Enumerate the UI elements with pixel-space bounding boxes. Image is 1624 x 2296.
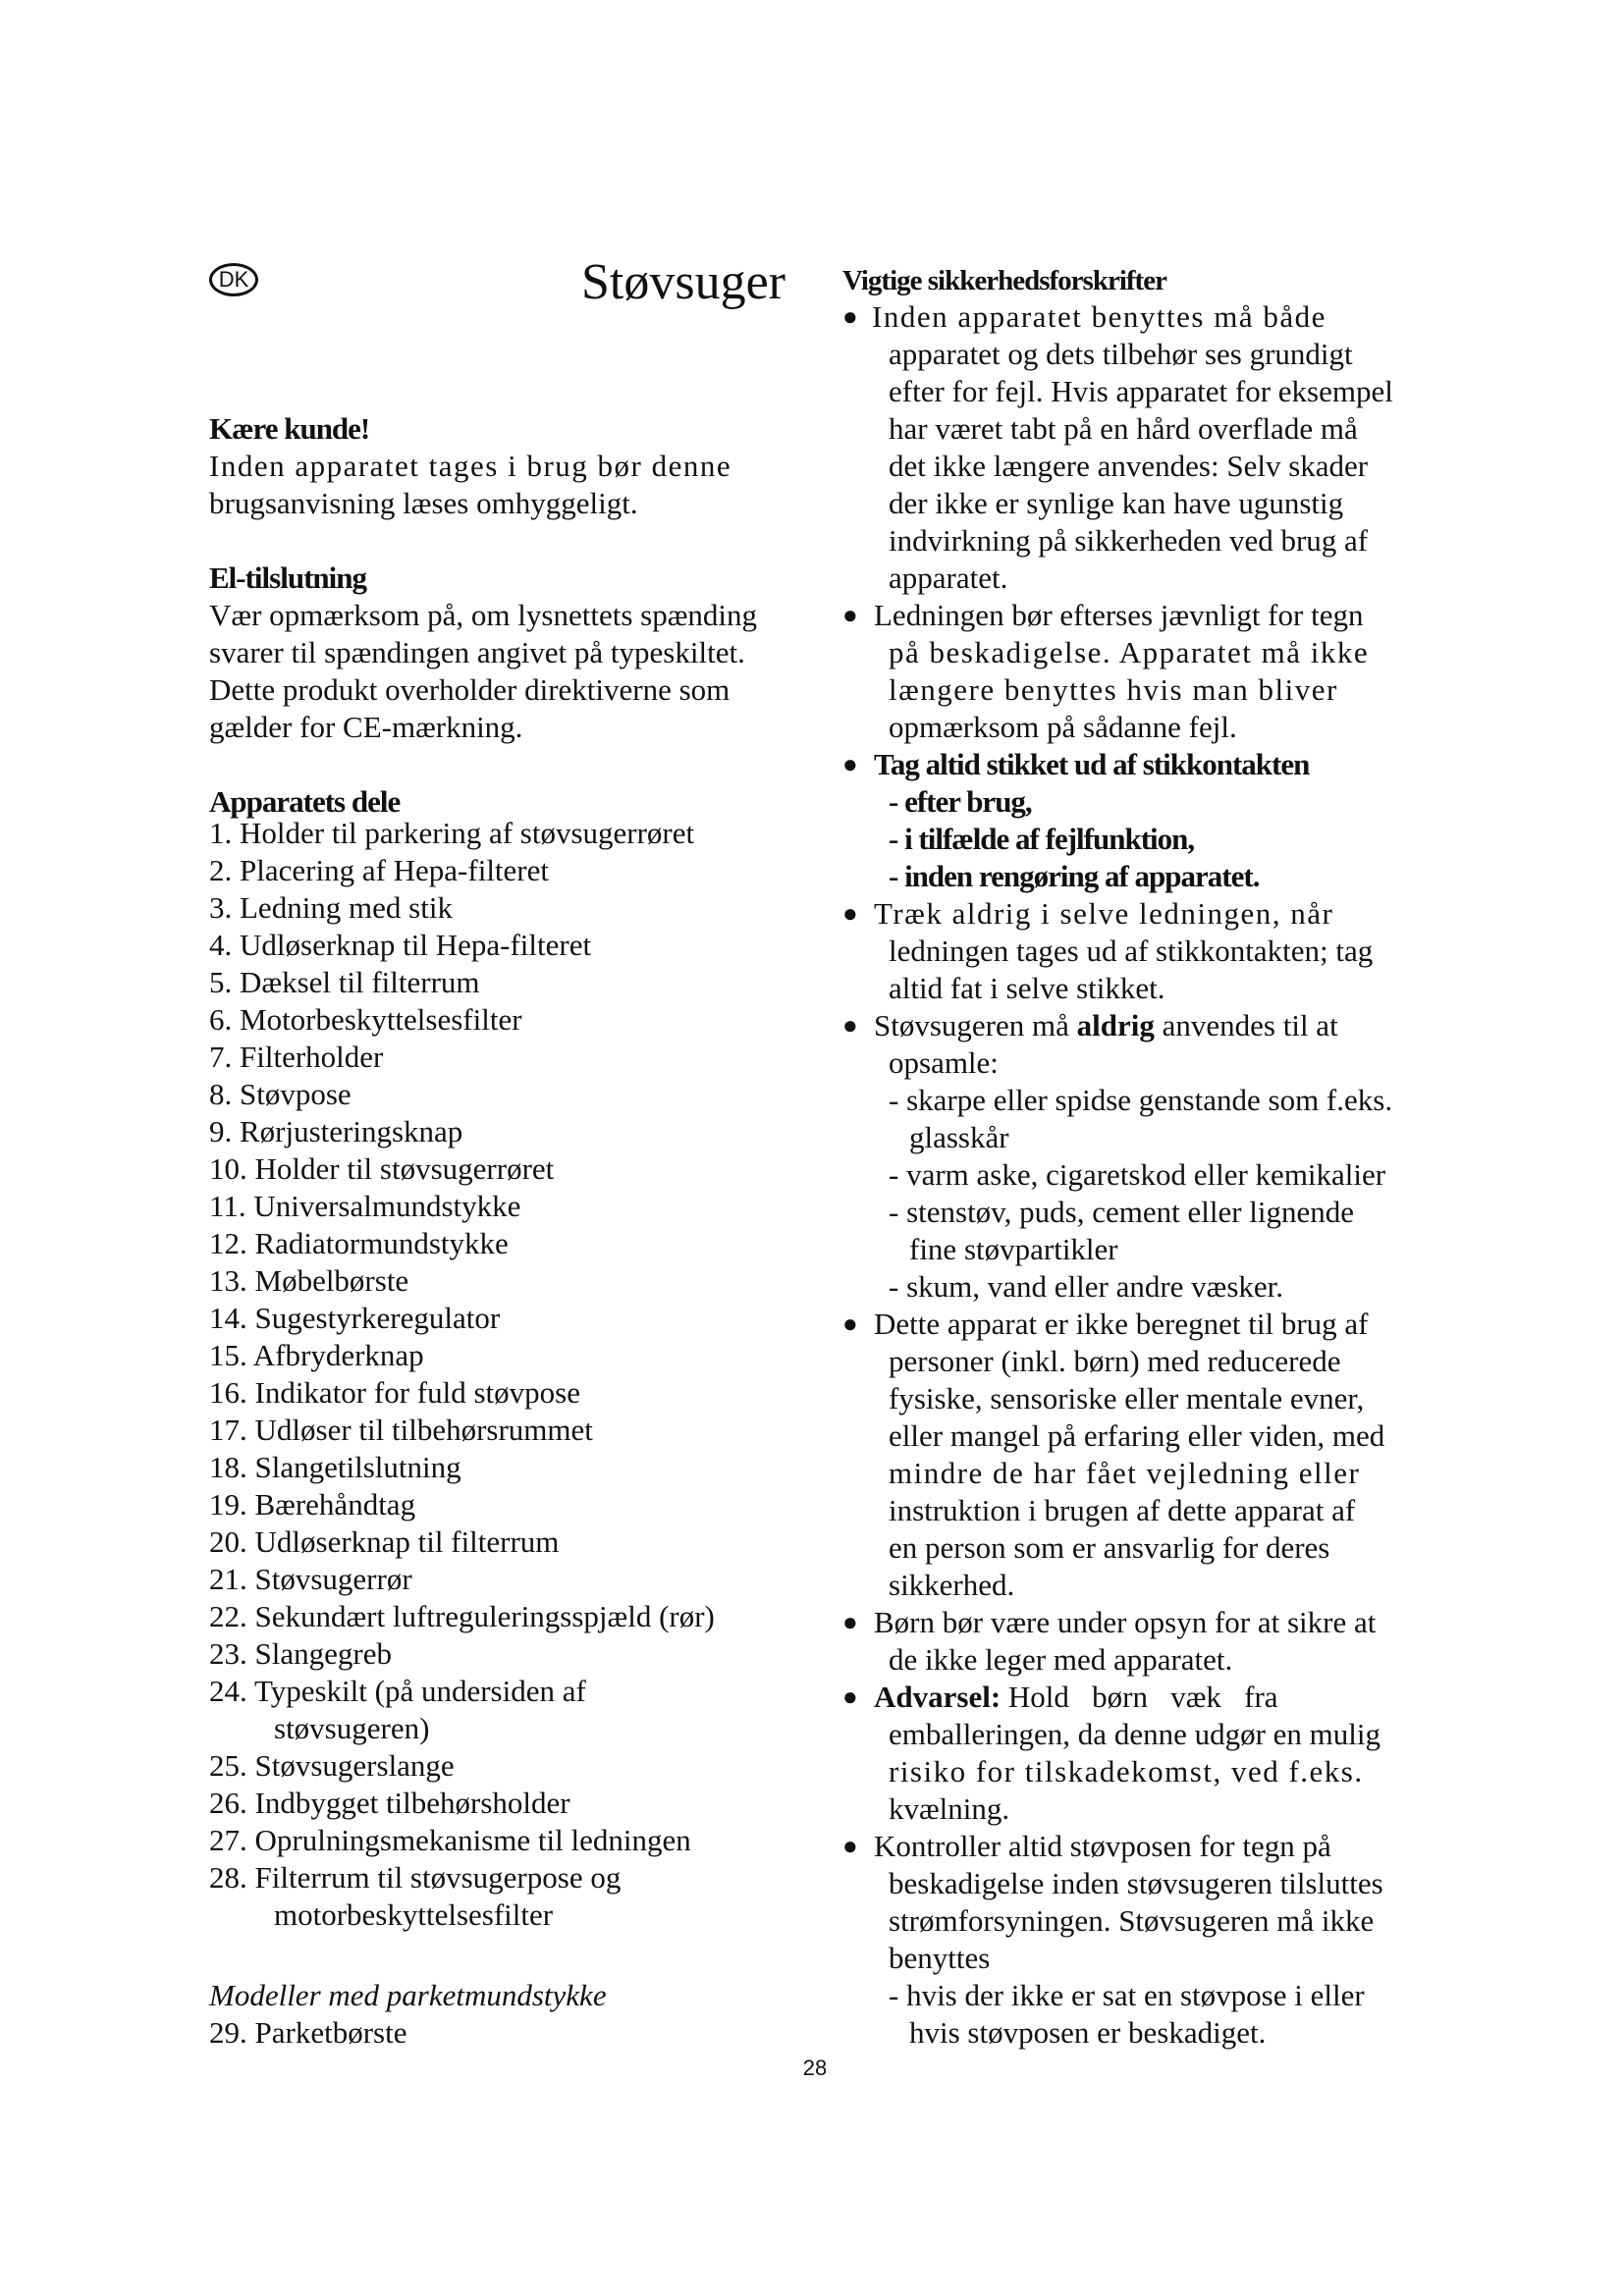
- bullet-icon: ●: [842, 1832, 858, 1860]
- safety-text: altid fat i selve stikket.: [889, 971, 1165, 1005]
- safety-text: det ikke længere anvendes: Selv skader: [889, 449, 1369, 483]
- list-item: 2. Placering af Hepa-filteret: [209, 853, 549, 887]
- bullet-icon: ●: [842, 1682, 858, 1711]
- language-badge: DK: [209, 263, 258, 296]
- safety-text: - varm aske, cigaretskod eller kemikalier: [889, 1157, 1386, 1192]
- parts-heading: Apparatets dele: [209, 784, 401, 819]
- el-line: Vær opmærksom på, om lysnettets spænding: [209, 598, 757, 632]
- bullet-icon: ●: [842, 1309, 858, 1338]
- parts-list: [209, 815, 715, 1934]
- safety-text: - skum, vand eller andre væsker.: [889, 1269, 1284, 1304]
- greeting-heading: Kære kunde!: [209, 411, 370, 446]
- safety-text: apparatet og dets tilbehør ses grundigt: [889, 337, 1353, 371]
- list-item: 6. Motorbeskyttelsesfilter: [209, 1002, 522, 1037]
- safety-text: - inden rengøring af apparatet.: [889, 859, 1260, 893]
- safety-text: apparatet.: [889, 561, 1008, 595]
- list-item: 10. Holder til støvsugerrøret: [209, 1151, 555, 1186]
- list-item: 26. Indbygget tilbehørsholder: [209, 1786, 570, 1820]
- list-item: 16. Indikator for fuld støvpose: [209, 1375, 580, 1410]
- safety-text: [874, 1007, 1338, 1044]
- list-item: 27. Oprulningsmekanisme til ledningen: [209, 1823, 691, 1857]
- safety-text: - skarpe eller spidse genstande som f.eks.: [889, 1083, 1393, 1117]
- list-item: 5. Dæksel til filterrum: [209, 965, 480, 999]
- safety-text-part: anvendes til at: [1154, 1008, 1338, 1042]
- safety-text: benyttes: [889, 1941, 991, 1975]
- warning-label: Advarsel:: [874, 1680, 1001, 1714]
- safety-text: Ledningen bør efterses jævnligt for tegn: [874, 598, 1364, 632]
- list-item: 23. Slangegreb: [209, 1636, 392, 1671]
- list-item: [209, 1673, 715, 1747]
- safety-text: længere benyttes hvis man bliver: [889, 672, 1338, 707]
- bullet-icon: ●: [842, 1011, 858, 1040]
- safety-heading: Vigtige sikkerhedsforskrifter: [842, 265, 1166, 296]
- list-item: 13. Møbelbørste: [209, 1263, 409, 1298]
- safety-text: - i tilfælde af fejlfunktion,: [889, 822, 1195, 856]
- safety-text: Børn bør være under opsyn for at sikre at: [874, 1605, 1377, 1639]
- safety-text: kvælning.: [889, 1791, 1010, 1826]
- list-item: 12. Radiatormundstykke: [209, 1226, 509, 1260]
- safety-text: Kontroller altid støvposen for tegn på: [874, 1829, 1331, 1863]
- list-item: 7. Filterholder: [209, 1040, 384, 1074]
- list-item-text: 24. Typeskilt (på undersiden af: [209, 1674, 586, 1708]
- safety-text: instruktion i brugen af dette apparat af: [889, 1493, 1356, 1527]
- el-heading: El-tilslutning: [209, 561, 366, 595]
- safety-text: opsamle:: [889, 1045, 999, 1080]
- safety-text: eller mangel på erfaring eller viden, med: [889, 1418, 1385, 1453]
- safety-text: indvirkning på sikkerheden ved brug af: [889, 523, 1369, 558]
- safety-text: opmærksom på sådanne fejl.: [889, 710, 1237, 744]
- safety-text: Tag altid stikket ud af stikkontakten: [874, 747, 1310, 781]
- safety-text: [874, 1679, 1278, 1716]
- list-item-continuation: motorbeskyttelsesfilter: [274, 1897, 554, 1932]
- list-item: 4. Udløserknap til Hepa-filteret: [209, 928, 592, 962]
- safety-emphasis: aldrig: [1076, 1008, 1155, 1042]
- safety-text-part: Støvsugeren må: [874, 1008, 1077, 1042]
- list-item: 20. Udløserknap til filterrum: [209, 1524, 560, 1559]
- safety-text-part: Hold børn væk fra: [1007, 1680, 1278, 1714]
- safety-text: hvis støvposen er beskadiget.: [909, 2015, 1267, 2050]
- safety-text: Træk aldrig i selve ledningen, når: [874, 896, 1334, 931]
- safety-text: Dette apparat er ikke beregnet til brug af: [874, 1307, 1369, 1341]
- list-item: [209, 1859, 715, 1934]
- safety-text: fine støvpartikler: [909, 1232, 1118, 1266]
- greeting-line: brugsanvisning læses omhyggeligt.: [209, 486, 638, 520]
- list-item: 15. Afbryderknap: [209, 1338, 424, 1372]
- safety-text: de ikke leger med apparatet.: [889, 1642, 1233, 1677]
- safety-text: på beskadigelse. Apparatet må ikke: [889, 635, 1370, 669]
- safety-text: glasskår: [909, 1120, 1009, 1154]
- list-item: 29. Parketbørste: [209, 2015, 407, 2050]
- greeting-line: Inden apparatet tages i brug bør denne: [209, 449, 732, 483]
- safety-text: ledningen tages ud af stikkontakten; tag: [889, 934, 1374, 968]
- list-item: 14. Sugestyrkeregulator: [209, 1301, 501, 1335]
- safety-text: - efter brug,: [889, 784, 1032, 819]
- list-item: 25. Støvsugerslange: [209, 1748, 455, 1783]
- list-item: 17. Udløser til tilbehørsrummet: [209, 1413, 593, 1447]
- list-item: 22. Sekundært luftreguleringsspjæld (rør): [209, 1599, 715, 1633]
- el-line: Dette produkt overholder direktiverne som: [209, 672, 731, 707]
- page-title: Støvsuger: [581, 254, 785, 310]
- bullet-icon: ●: [842, 302, 858, 331]
- list-item: 3. Ledning med stik: [209, 890, 453, 925]
- el-line: gælder for CE-mærkning.: [209, 710, 523, 744]
- bullet-icon: ●: [842, 1608, 858, 1636]
- list-item: 19. Bærehåndtag: [209, 1487, 416, 1522]
- safety-text: Inden apparatet benyttes må både: [872, 299, 1326, 334]
- safety-text: risiko for tilskadekomst, ved f.eks.: [889, 1754, 1364, 1789]
- safety-text: emballeringen, da denne udgør en mulig: [889, 1717, 1381, 1751]
- list-item: 11. Universalmundstykke: [209, 1189, 521, 1223]
- safety-text: beskadigelse inden støvsugeren tilsluttes: [889, 1866, 1383, 1900]
- list-item: 1. Holder til parkering af støvsugerrøret: [209, 816, 695, 850]
- safety-text: mindre de har fået vejledning eller: [889, 1456, 1361, 1490]
- list-item: 18. Slangetilslutning: [209, 1450, 461, 1484]
- safety-text: der ikke er synlige kan have ugunstig: [889, 486, 1344, 520]
- safety-text: - hvis der ikke er sat en støvpose i eller: [889, 1978, 1365, 2012]
- safety-text: - stenstøv, puds, cement eller lignende: [889, 1195, 1355, 1229]
- list-item: 9. Rørjusteringsknap: [209, 1114, 463, 1148]
- safety-text: efter for fejl. Hvis apparatet for eksempel: [889, 374, 1393, 408]
- page-number: 28: [802, 2056, 828, 2080]
- safety-text: har været tabt på en hård overflade må: [889, 411, 1358, 446]
- list-item: 21. Støvsugerrør: [209, 1562, 412, 1596]
- safety-text: personer (inkl. børn) med reducerede: [889, 1344, 1341, 1378]
- safety-text: en person som er ansvarlig for deres: [889, 1530, 1330, 1565]
- list-item-continuation: støvsugeren): [274, 1711, 430, 1745]
- safety-text: fysiske, sensoriske eller mentale evner,: [889, 1381, 1365, 1415]
- models-heading: Modeller med parketmundstykke: [209, 1978, 607, 2012]
- bullet-icon: ●: [842, 601, 858, 629]
- list-item: 8. Støvpose: [209, 1077, 352, 1111]
- bullet-icon: ●: [842, 750, 858, 778]
- safety-text: sikkerhed.: [889, 1568, 1015, 1602]
- el-line: svarer til spændingen angivet på typeskiltet.: [209, 635, 745, 669]
- safety-text: strømforsyningen. Støvsugeren må ikke: [889, 1903, 1375, 1938]
- bullet-icon: ●: [842, 899, 858, 928]
- list-item-text: 28. Filterrum til støvsugerpose og: [209, 1860, 622, 1895]
